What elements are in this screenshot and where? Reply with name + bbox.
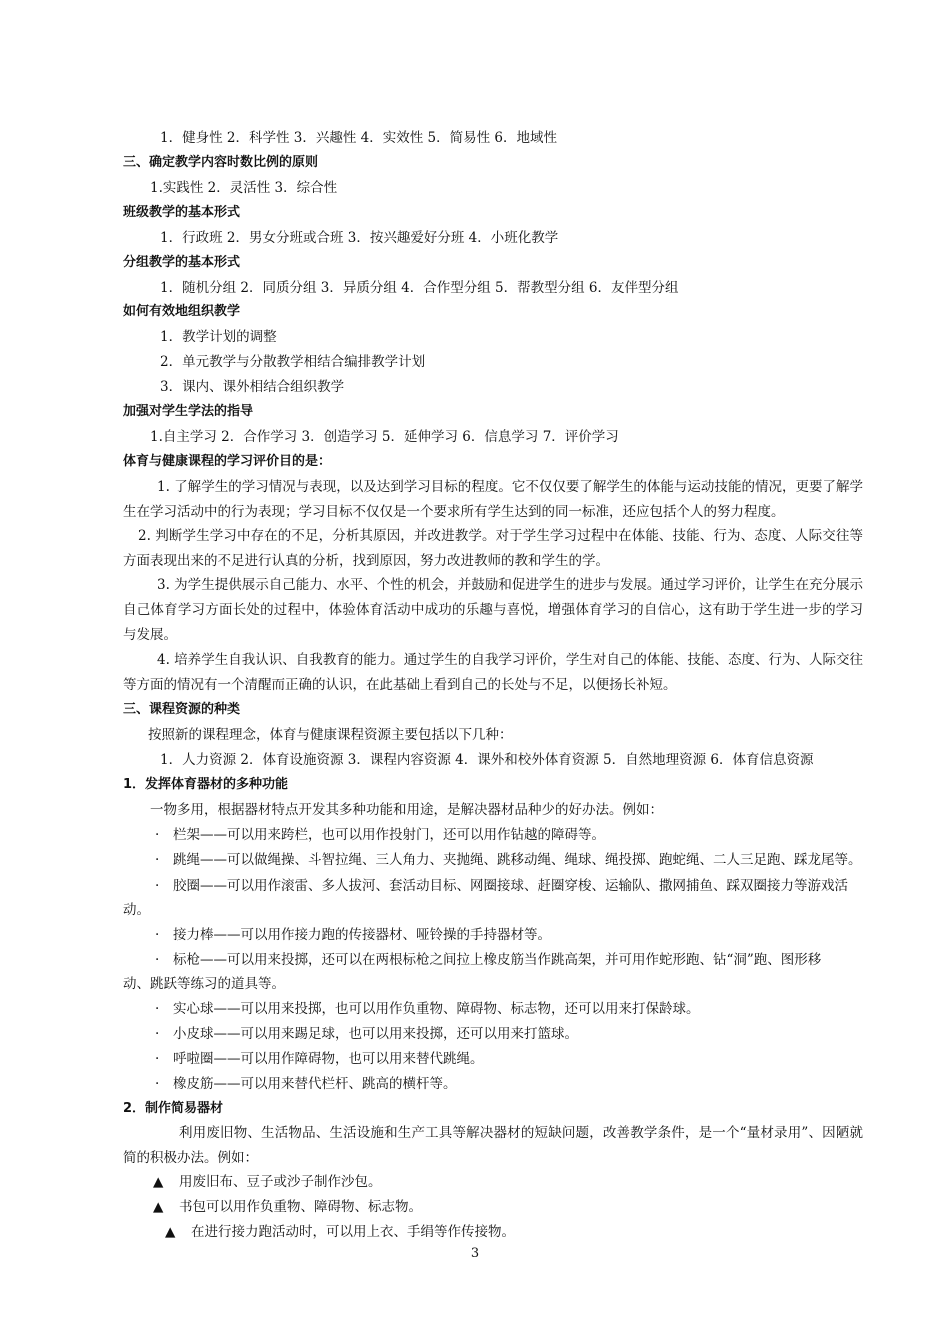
list-line: 一物多用，根据器材特点开发其多种功能和用途，是解决器材品种少的好办法。例如： — [150, 802, 663, 818]
section-heading: 加强对学生学法的指导 — [123, 404, 254, 419]
paragraph: 2. 判断学生学习中存在的不足，分析其原因，并改进教学。对于学生学习过程中在体能、技能、行为、态度、人际交往等方面表现出来的不足进行认真的分析，找到原因，努力改进教师的教和学生的学。 — [123, 528, 863, 569]
list-line: 1.自主学习 2．合作学习 3．创造学习 5．延伸学习 6．信息学习 7．评价学习 — [150, 429, 619, 445]
section-heading: 三、课程资源的种类 — [123, 702, 241, 717]
triangle-bullet-icon: ▲ — [153, 1174, 164, 1190]
triangle-item: ▲ 在进行接力跑活动时，可以用上衣、手绢等作传接物。 — [165, 1224, 515, 1240]
triangle-item: ▲ 用废旧布、豆子或沙子制作沙包。 — [153, 1174, 382, 1190]
bullet-item: · 小皮球——可以用来踢足球，也可以用来投掷，还可以用来打篮球。 — [155, 1026, 578, 1042]
bullet-icon: · — [155, 1026, 160, 1042]
section-heading: 如何有效地组织教学 — [123, 304, 241, 319]
list-line: 1．随机分组 2．同质分组 3．异质分组 4．合作型分组 5．帮教型分组 6．友伴型分组 — [160, 280, 679, 296]
bullet-item: · 跳绳——可以做绳操、斗智拉绳、三人角力、夹抛绳、跳移动绳、绳球、绳投掷、跑蛇绳、二人三足跑、踩龙尾等。 — [155, 852, 862, 868]
bullet-icon: · — [155, 878, 160, 894]
triangle-bullet-icon: ▲ — [165, 1224, 176, 1240]
section-heading: 1．发挥体育器材的多种功能 — [123, 777, 289, 792]
page-number: 3 — [470, 1246, 480, 1261]
list-line: 3．课内、课外相结合组织教学 — [160, 379, 345, 395]
list-line: 1．行政班 2．男女分班或合班 3．按兴趣爱好分班 4．小班化教学 — [160, 230, 559, 246]
section-heading: 分组教学的基本形式 — [123, 255, 241, 270]
bullet-icon: · — [155, 827, 160, 843]
list-line: 1．人力资源 2．体育设施资源 3．课程内容资源 4．课外和校外体育资源 5．自然地理资源 6．体育信息资源 — [160, 752, 814, 768]
paragraph: 1. 了解学生的学习情况与表现，以及达到学习目标的程度。它不仅仅要了解学生的体能与运动技能的情况，更要了解学生在学习活动中的行为表现；学习目标不仅仅是一个要求所有学生达到的同一标准，还应包括个人的努力程度。 — [123, 479, 863, 520]
paragraph: 3. 为学生提供展示自己能力、水平、个性的机会，并鼓励和促进学生的进步与发展。通过学习评价，让学生在充分展示自己体育学习方面长处的过程中，体验体育活动中成功的乐趣与喜悦，增强体育学习的自信心，这有助于学生进一步的学习与发展。 — [123, 577, 863, 643]
bullet-item: · 呼啦圈——可以用作障碍物，也可以用来替代跳绳。 — [155, 1051, 484, 1067]
bullet-item: · 橡皮筋——可以用来替代栏杆、跳高的横杆等。 — [155, 1076, 457, 1092]
paragraph: 4. 培养学生自我认识、自我教育的能力。通过学生的自我学习评价，学生对自己的体能、技能、态度、行为、人际交往等方面的情况有一个清醒而正确的认识，在此基础上看到自己的长处与不足，以便扬长补短。 — [123, 652, 863, 693]
list-line: 2．单元教学与分散教学相结合编排教学计划 — [160, 354, 426, 370]
bullet-icon: · — [155, 1051, 160, 1067]
paragraph: 利用废旧物、生活物品、生活设施和生产工具等解决器材的短缺问题，改善教学条件，是一个“量材录用”、因陋就简的积极办法。例如： — [123, 1125, 863, 1166]
section-heading: 体育与健康课程的学习评价目的是： — [123, 454, 332, 469]
list-line: 1.实践性 2．灵活性 3．综合性 — [150, 180, 338, 196]
bullet-item: · 接力棒——可以用作接力跑的传接器材、哑铃操的手持器材等。 — [155, 927, 551, 943]
bullet-icon: · — [155, 1001, 160, 1017]
bullet-icon: · — [155, 952, 160, 968]
bullet-continuation: 动、跳跃等练习的道具等。 — [123, 976, 285, 992]
bullet-icon: · — [155, 927, 160, 943]
bullet-continuation: 动。 — [123, 902, 150, 918]
bullet-item: · 实心球——可以用来投掷，也可以用作负重物、障碍物、标志物，还可以用来打保龄球。 — [155, 1001, 700, 1017]
list-line: 1．教学计划的调整 — [160, 329, 277, 345]
bullet-icon: · — [155, 852, 160, 868]
section-heading: 三、确定教学内容时数比例的原则 — [123, 155, 319, 170]
bullet-item: · 栏架——可以用来跨栏，也可以用作投射门，还可以用作钻越的障碍等。 — [155, 827, 605, 843]
section-heading: 2．制作简易器材 — [123, 1101, 224, 1116]
triangle-item: ▲ 书包可以用作负重物、障碍物、标志物。 — [153, 1199, 422, 1215]
bullet-icon: · — [155, 1076, 160, 1092]
section-heading: 班级教学的基本形式 — [123, 205, 241, 220]
list-line: 按照新的课程理念，体育与健康课程资源主要包括以下几种： — [148, 727, 513, 743]
list-line: 1．健身性 2．科学性 3．兴趣性 4．实效性 5．简易性 6．地域性 — [160, 130, 557, 146]
bullet-item: · 胶圈——可以用作滚雷、多人拔河、套活动目标、网圈接球、赶圈穿梭、运输队、撒网捕鱼、踩双圈接力等游戏活 — [155, 878, 848, 894]
bullet-item: · 标枪——可以用来投掷，还可以在两根标枪之间拉上橡皮筋当作跳高架，并可用作蛇形跑、钻“洞”跑、图形移 — [155, 952, 822, 968]
triangle-bullet-icon: ▲ — [153, 1199, 164, 1215]
